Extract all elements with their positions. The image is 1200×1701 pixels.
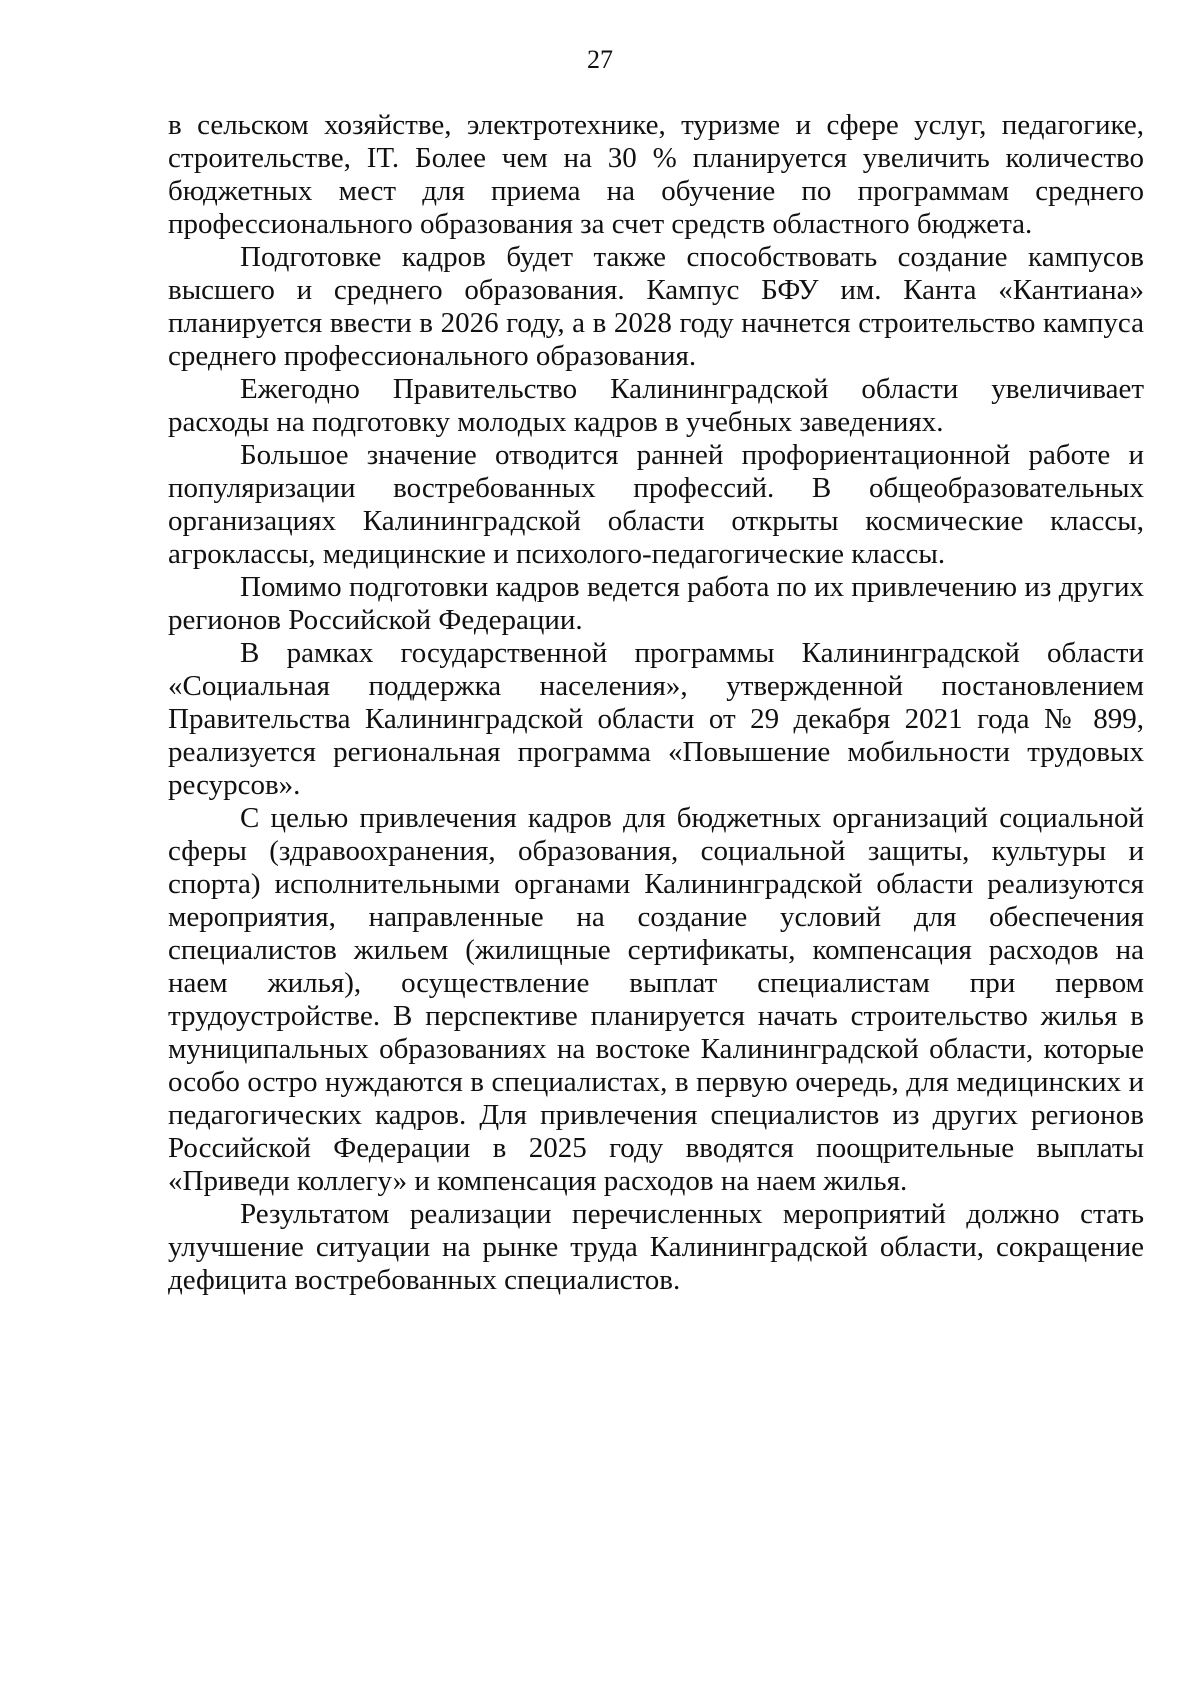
page-number: 27 [587,45,613,74]
paragraph-attraction: Помимо подготовки кадров ведется работа по их привлечению из других регионов Российской Федерации. [168,571,1144,636]
paragraph-social-sphere: С целью привлечения кадров для бюджетных организаций социальной сферы (здравоохранения, образования, социальной защиты, культуры и спорта) исполнительными органами Калининградской области реализуются мероприятия, направленные на создание условий для обеспечения специалистов жильем (жилищные сертификаты, компенсация расходов на наем жилья), осуществление выплат специалистам при первом трудоустройстве. В перспективе планируется начать строительство жилья в муниципальных образованиях на востоке Калининградской области, которые особо остро нуждаются в специалистах, в первую очередь, для медицинских и педагогических кадров. Для привлечения специалистов из других регионов Российской Федерации в 2025 году вводятся поощрительные выплаты «Приведи коллегу» и компенсация расходов на наем жилья. [168,802,1144,1197]
paragraph-career-guidance: Большое значение отводится ранней профориентационной работе и популяризации востребованных профессий. В общеобразовательных организациях Калининградской области открыты космические классы, агроклассы, медицинские и психолого-педагогические классы. [168,439,1144,570]
paragraph-continuation: в сельском хозяйстве, электротехнике, туризме и сфере услуг, педагогике, строительстве, IT. Более чем на 30 % планируется увеличить количество бюджетных мест для приема на обучение по программам среднего профессионального образования за счет средств областного бюджета. [168,109,1144,240]
paragraph-government-expenses: Ежегодно Правительство Калининградской области увеличивает расходы на подготовку молодых кадров в учебных заведениях. [168,373,1144,438]
document-body [168,109,1144,1297]
paragraph-result: Результатом реализации перечисленных мероприятий должно стать улучшение ситуации на рынке труда Калининградской области, сокращение дефицита востребованных специалистов. [168,1198,1144,1296]
paragraph-campuses: Подготовке кадров будет также способствовать создание кампусов высшего и среднего образования. Кампус БФУ им. Канта «Кантиана» планируется ввести в 2026 году, а в 2028 году начнется строительство кампуса среднего профессионального образования. [168,241,1144,372]
paragraph-state-program: В рамках государственной программы Калининградской области «Социальная поддержка населения», утвержденной постановлением Правительства Калининградской области от 29 декабря 2021 года № 899, реализуется региональная программа «Повышение мобильности трудовых ресурсов». [168,637,1144,801]
